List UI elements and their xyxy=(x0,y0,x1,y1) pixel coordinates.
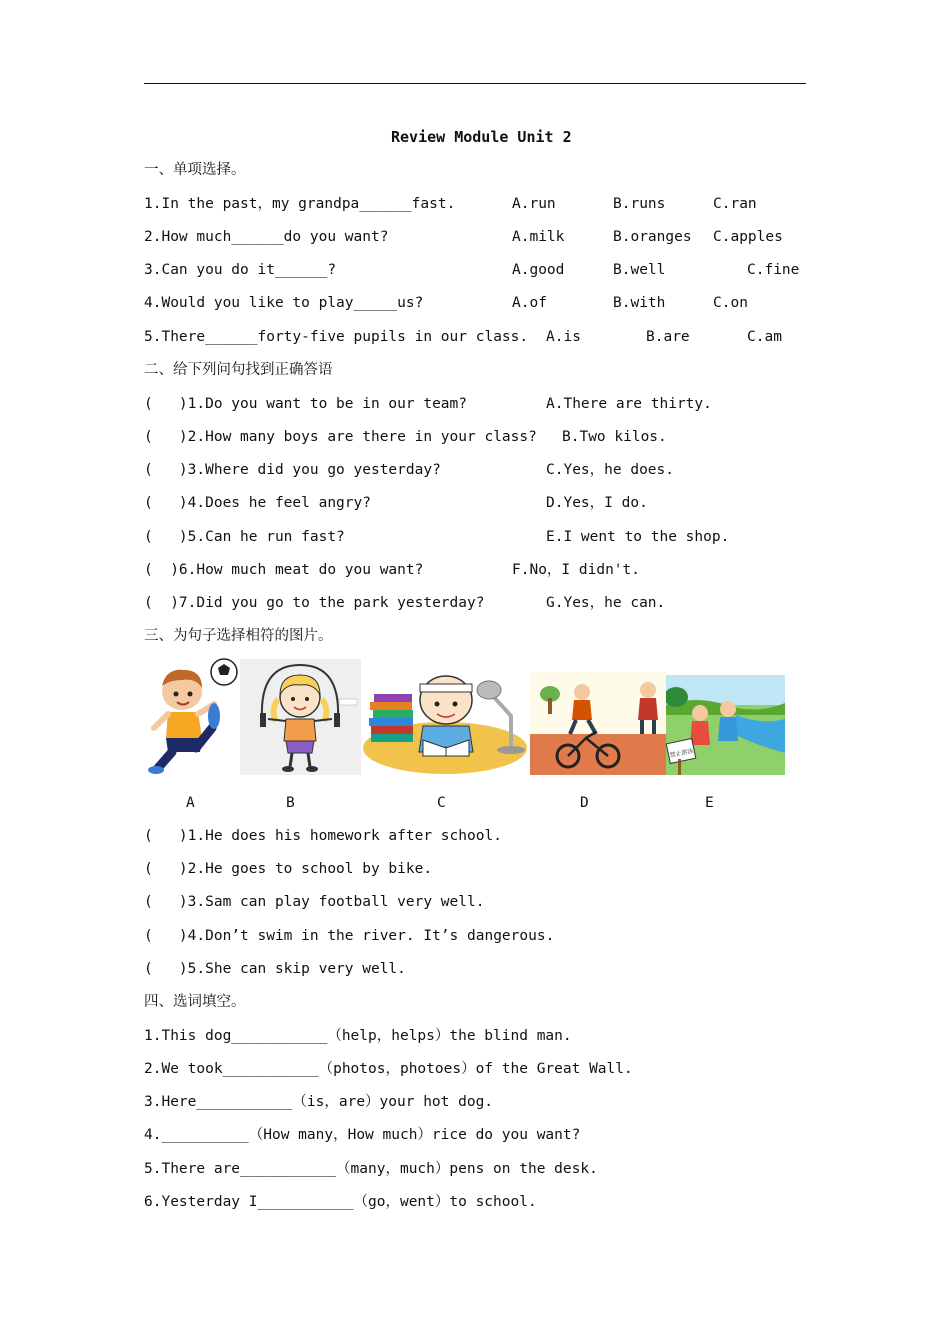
picture-label-e: E xyxy=(705,795,714,811)
s1-option-b: B.well xyxy=(613,262,666,278)
s1-option-a: A.milk xyxy=(512,229,565,245)
picture-label-c: C xyxy=(437,795,446,811)
s2-answer-b: B.Two kilos. xyxy=(562,429,667,445)
s3-sentence-2: ( )2.He goes to school by bike. xyxy=(144,861,433,877)
s4-item-4: 4.__________（How many，How much）rice do you want? xyxy=(144,1127,581,1143)
picture-label-b: B xyxy=(286,795,295,811)
s4-item-3: 3.Here___________（is，are）your hot dog. xyxy=(144,1094,494,1110)
s3-sentence-4: ( )4.Don’t swim in the river. It’s dangerous. xyxy=(144,928,555,944)
s1-question-2: 2.How much______do you want? xyxy=(144,229,389,245)
s3-sentence-1: ( )1.He does his homework after school. xyxy=(144,828,502,844)
picture-label-d: D xyxy=(580,795,589,811)
s1-question-4: 4.Would you like to play_____us? xyxy=(144,295,424,311)
s4-item-2: 2.We took___________（photos，photoes）of the Great Wall. xyxy=(144,1061,633,1077)
s1-option-a: A.is xyxy=(546,329,581,345)
s3-sentence-5: ( )5.She can skip very well. xyxy=(144,961,406,977)
s4-item-6: 6.Yesterday I___________（go，went）to school. xyxy=(144,1194,537,1210)
s1-option-c: C.on xyxy=(713,295,748,311)
page-title: Review Module Unit 2 xyxy=(391,128,572,146)
homework-boy-icon xyxy=(361,656,530,776)
s1-question-3: 3.Can you do it______? xyxy=(144,262,337,278)
s1-question-1: 1.In the past，my grandpa______fast. xyxy=(144,196,456,212)
section3-heading: 三、为句子选择相符的图片。 xyxy=(144,628,333,644)
s2-answer-c: C.Yes，he does. xyxy=(546,462,674,478)
section2-heading: 二、给下列问句找到正确答语 xyxy=(144,362,333,378)
s1-option-c: C.am xyxy=(747,329,782,345)
s2-question-3: ( )3.Where did you go yesterday? xyxy=(144,462,441,478)
bike-boy-icon xyxy=(530,672,666,775)
s1-option-b: B.with xyxy=(613,295,666,311)
s2-answer-g: G.Yes，he can. xyxy=(546,595,666,611)
s2-question-4: ( )4.Does he feel angry? xyxy=(144,495,371,511)
s2-answer-a: A.There are thirty. xyxy=(546,396,712,412)
s2-question-1: ( )1.Do you want to be in our team? xyxy=(144,396,468,412)
s1-option-a: A.of xyxy=(512,295,547,311)
s2-question-5: ( )5.Can he run fast? xyxy=(144,529,345,545)
s2-question-7: ( )7.Did you go to the park yesterday? xyxy=(144,595,485,611)
s1-option-b: B.runs xyxy=(613,196,666,212)
no-swimming-sign: 禁止游泳 xyxy=(669,747,695,760)
s3-sentence-3: ( )3.Sam can play football very well. xyxy=(144,894,485,910)
s2-answer-e: E.I went to the shop. xyxy=(546,529,730,545)
header-rule xyxy=(144,83,806,84)
s1-option-b: B.oranges xyxy=(613,229,692,245)
s2-question-2: ( )2.How many boys are there in your class? xyxy=(144,429,537,445)
s1-option-c: C.fine xyxy=(747,262,800,278)
s1-option-c: C.apples xyxy=(713,229,783,245)
river-boys-icon xyxy=(666,675,785,775)
football-boy-icon xyxy=(144,656,240,776)
s1-question-5: 5.There______forty-five pupils in our class. xyxy=(144,329,529,345)
s2-answer-d: D.Yes，I do. xyxy=(546,495,648,511)
s1-option-b: B.are xyxy=(646,329,690,345)
section4-heading: 四、选词填空。 xyxy=(144,994,246,1010)
s1-option-c: C.ran xyxy=(713,196,757,212)
section1-heading: 一、单项选择。 xyxy=(144,162,246,178)
s4-item-5: 5.There are___________（many，much）pens on the desk. xyxy=(144,1161,598,1177)
s1-option-a: A.run xyxy=(512,196,556,212)
s1-option-a: A.good xyxy=(512,262,565,278)
s4-item-1: 1.This dog___________（help，helps）the blind man. xyxy=(144,1028,572,1044)
skipping-girl-icon xyxy=(240,659,361,775)
s2-answer-f: F.No，I didn't. xyxy=(512,562,640,578)
picture-label-a: A xyxy=(186,795,195,811)
s2-question-6: ( )6.How much meat do you want? xyxy=(144,562,424,578)
